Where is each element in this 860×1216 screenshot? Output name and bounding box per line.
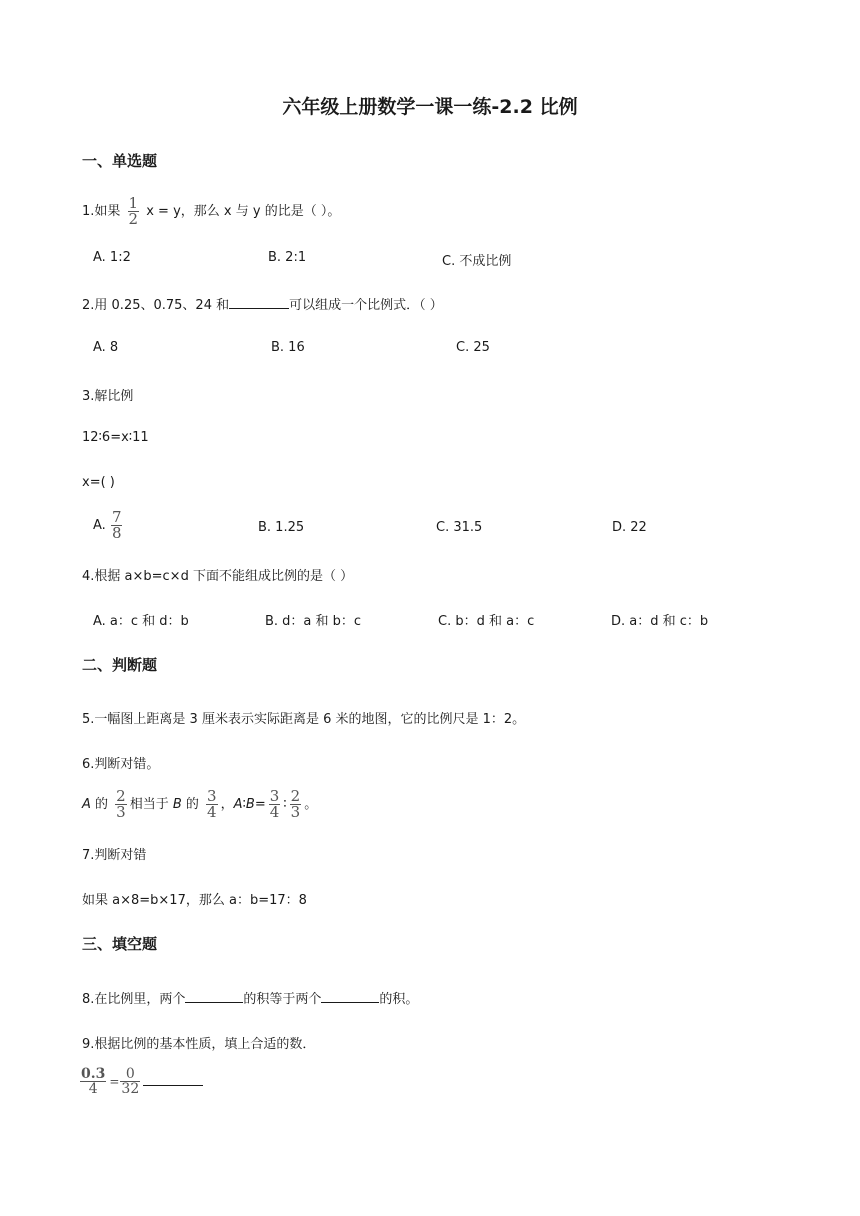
fraction-numerator: 3 xyxy=(269,787,280,805)
question-9-stem: 9.根据比例的基本性质，填上合适的数． xyxy=(82,1037,316,1052)
fraction-denominator: 4 xyxy=(269,803,280,821)
q1-option-c[interactable]: C. 不成比例 xyxy=(442,254,512,269)
option-label: A. xyxy=(93,518,106,533)
question-1 xyxy=(82,196,340,227)
q2-option-a[interactable]: A. 8 xyxy=(93,340,119,355)
q2-option-c[interactable]: C. 25 xyxy=(456,340,490,355)
answer-blank[interactable] xyxy=(185,1001,243,1003)
answer-blank[interactable] xyxy=(143,1084,203,1086)
fraction-denominator: 2 xyxy=(128,210,139,228)
fraction-numerator: 3 xyxy=(207,787,217,805)
q3-option-d[interactable]: D. 22 xyxy=(612,520,647,535)
fraction-one-half xyxy=(128,196,140,227)
page-title: 六年级上册数学一课一练-2.2 比例 xyxy=(282,96,578,118)
question-8-part-2: 的积等于两个 xyxy=(243,992,322,1007)
variable-a: A xyxy=(82,797,91,812)
section-heading-fill-in: 三、填空题 xyxy=(82,935,158,953)
fraction-three-quarters xyxy=(206,789,218,820)
q1-option-a[interactable]: A. 1:2 xyxy=(93,250,131,265)
question-2 xyxy=(82,294,443,313)
fraction-seven-eighths xyxy=(111,510,123,541)
fraction-denominator: 4 xyxy=(207,803,217,821)
question-3-stem: 3.解比例 xyxy=(82,389,134,404)
question-1-prefix: 1.如果 xyxy=(82,204,121,219)
q3-option-c[interactable]: C. 31.5 xyxy=(436,520,483,535)
question-3-answer-line: x=( ) xyxy=(82,475,115,490)
fraction-three-quarters xyxy=(269,789,281,820)
answer-blank[interactable] xyxy=(229,307,289,309)
question-2-prefix: 2.用 0.25、0.75、24 和 xyxy=(82,298,230,313)
question-7-stem: 7.判断对错 xyxy=(82,848,147,863)
fraction-zero-point-three-over-four xyxy=(80,1067,106,1096)
q4-option-b[interactable]: B. d：a 和 b：c xyxy=(265,614,362,629)
section-heading-single-choice: 一、单选题 xyxy=(82,152,158,170)
text-de: 的 xyxy=(90,797,113,812)
fraction-numerator: 2 xyxy=(116,787,126,805)
question-5: 5.一幅图上距离是 3 厘米表示实际距离是 6 米的地图，它的比例尺是 1：2。 xyxy=(82,712,526,727)
fraction-two-thirds xyxy=(290,789,302,820)
fraction-denominator: 3 xyxy=(116,803,126,821)
question-8 xyxy=(82,988,418,1007)
question-7-statement: 如果 a×8=b×17，那么 a：b=17：8 xyxy=(82,893,307,908)
question-9-equation xyxy=(80,1067,203,1096)
equals-sign: = xyxy=(254,797,266,812)
q1-option-b[interactable]: B. 2:1 xyxy=(268,250,307,265)
fraction-blank-over-thirty-two xyxy=(120,1067,140,1096)
q3-option-a[interactable] xyxy=(93,510,125,541)
question-6-stem: 6.判断对错。 xyxy=(82,757,160,772)
fraction-two-thirds xyxy=(115,789,127,820)
q3-option-b[interactable]: B. 1.25 xyxy=(258,520,305,535)
q4-option-d[interactable]: D. a：d 和 c：b xyxy=(611,614,709,629)
fraction-numerator: 1 xyxy=(128,194,139,212)
question-4-stem: 4.根据 a×b=c×d 下面不能组成比例的是（ ） xyxy=(82,569,354,584)
variable-a: A xyxy=(233,797,243,812)
fraction-denominator: 4 xyxy=(88,1081,98,1097)
fraction-numerator: 2 xyxy=(290,787,301,805)
question-1-suffix: x = y，那么 x 与 y 的比是（ ）。 xyxy=(146,204,341,219)
fraction-denominator: 3 xyxy=(290,803,301,821)
fraction-numerator: 0 xyxy=(125,1066,135,1082)
question-2-suffix: 可以组成一个比例式．（ ） xyxy=(289,298,443,313)
period: 。 xyxy=(304,797,318,812)
question-3-equation: 12∶6=x∶11 xyxy=(82,430,149,445)
question-8-part-3: 的积。 xyxy=(379,992,419,1007)
q2-option-b[interactable]: B. 16 xyxy=(271,340,305,355)
fraction-numerator: 7 xyxy=(111,508,122,526)
section-heading-true-false: 二、判断题 xyxy=(82,656,158,674)
text-equivalent: 相当于 xyxy=(129,797,173,812)
equals-sign: = xyxy=(109,1074,120,1089)
fraction-numerator: 0.3 xyxy=(81,1066,106,1082)
fraction-denominator: 8 xyxy=(111,524,122,542)
ratio-colon: ∶ xyxy=(242,797,246,812)
variable-b: B xyxy=(245,797,255,812)
q4-option-c[interactable]: C. b：d 和 a：c xyxy=(438,614,535,629)
ratio-colon: ∶ xyxy=(283,797,287,812)
fraction-denominator: 32 xyxy=(121,1081,140,1097)
text-de: 的 xyxy=(181,797,204,812)
variable-b: B xyxy=(172,797,182,812)
question-8-part-1: 8.在比例里，两个 xyxy=(82,992,186,1007)
comma: ， xyxy=(220,797,234,812)
q4-option-a[interactable]: A. a：c 和 d：b xyxy=(93,614,189,629)
answer-blank[interactable] xyxy=(321,1001,379,1003)
question-6-statement xyxy=(82,789,317,820)
